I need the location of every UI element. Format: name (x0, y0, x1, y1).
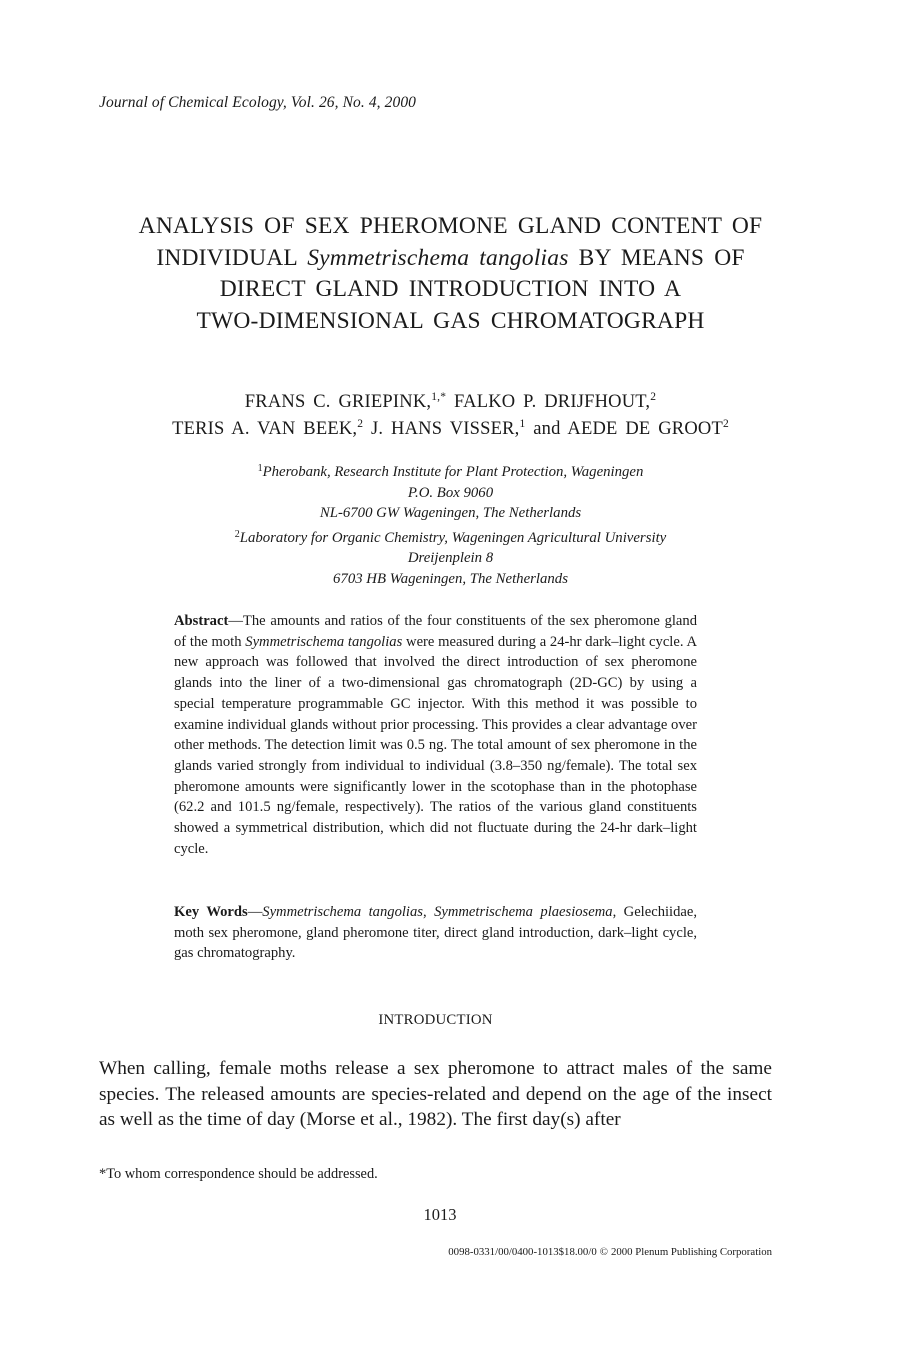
author-name: TERIS A. VAN BEEK, (172, 419, 358, 439)
author-affiliation-mark: 2 (722, 418, 729, 430)
abstract-species: Symmetrischema tangolias (245, 633, 403, 650)
key-words-species-1: Symmetrischema tangolias (262, 904, 423, 920)
body-paragraph: When calling, female moths release a sex pheromone to attract males of the same species. The released amounts are species-related and depend on the age of the insect as well as the time of day (Morse et al., 1982). The first day(s) after (99, 1058, 772, 1131)
author-affiliation-mark: 1 (519, 418, 526, 430)
abstract (174, 611, 697, 859)
author-line-1 (60, 389, 841, 416)
affiliations (60, 462, 841, 589)
affiliation-number: 2 (234, 528, 240, 540)
key-words-dash: — (247, 904, 263, 920)
author-line-2 (60, 416, 841, 443)
footnote: *To whom correspondence should be addressed. (99, 1166, 378, 1182)
author-name: AEDE DE GROOT (567, 419, 723, 439)
affiliation-1-line-1 (60, 462, 841, 483)
affiliation-1-line-3: NL-6700 GW Wageningen, The Netherlands (319, 505, 582, 521)
author-name: FALKO P. DRIJFHOUT, (454, 392, 651, 412)
author-list (60, 389, 841, 443)
author-affiliation-mark: 2 (357, 418, 364, 430)
copyright-text: 2000 Plenum Publishing Corporation (610, 1246, 772, 1258)
affiliation-text: Laboratory for Organic Chemistry, Wageningen Agricultural University (239, 529, 667, 546)
copyright-line (448, 1246, 772, 1258)
page-number: 1013 (423, 1205, 457, 1224)
affiliation-number: 1 (257, 463, 263, 474)
affiliation-2-line-1 (60, 528, 841, 549)
author-affiliation-mark: 2 (650, 391, 657, 403)
key-words-rest: , Gelechiidae, moth sex pheromone, gland pheromone titer, direct gland introduction, dark–light cycle, gas chromatography. (174, 904, 697, 961)
copyright-code: 0098-0331/00/0400-1013$18.00/0 (448, 1246, 597, 1258)
key-words-label: Key Words (174, 904, 248, 920)
affiliation-2-line-2: Dreijenplein 8 (407, 550, 494, 566)
article-title (60, 211, 841, 337)
title-line-4: TWO-DIMENSIONAL GAS CHROMATOGRAPH (196, 307, 705, 334)
title-species: Symmetrischema tangolias (307, 244, 569, 271)
title-line-3: DIRECT GLAND INTRODUCTION INTO A (219, 276, 682, 302)
abstract-text-post: were measured during a 24-hr dark–light cycle. A new approach was followed that involved the direct introduction of sex pheromone glands into the liner of a two-dimensional gas chromatograph (2D-GC) by using a special temperature programmable GC injector. With this method it was possible to examine individual glands without prior processing. This provides a clear advantage over other methods. The detection limit was 0.5 ng. The total amount of sex pheromone in the glands varied strongly from individual to individual (3.8–350 ng/female). The total sex pheromone amounts were significantly lower in the scotophase than in the photophase (62.2 and 101.5 ng/female, respectively). The ratios of the various gland constituents showed a symmetrical distribution, which did not fluctuate during the 24-hr dark–light cycle. (174, 633, 697, 857)
author-affiliation-mark: 1,* (431, 391, 447, 403)
affiliation-1-line-2: P.O. Box 9060 (407, 484, 494, 501)
title-line-2-pre: INDIVIDUAL (156, 244, 298, 271)
author-conjunction: and (533, 419, 561, 439)
affiliation-text: Pherobank, Research Institute for Plant Protection, Wageningen (262, 464, 644, 480)
journal-citation: Journal of Chemical Ecology, Vol. 26, No. 4, 2000 (99, 94, 417, 111)
title-line-2-post: BY MEANS OF (578, 244, 745, 271)
abstract-text-pre: —The amounts and ratios of the four constituents of the sex pheromone gland of the moth (174, 613, 697, 650)
author-name: FRANS C. GRIEPINK, (244, 392, 432, 412)
title-line-2 (60, 243, 841, 275)
key-words-separator: , (422, 904, 435, 920)
affiliation-2-line-3: 6703 HB Wageningen, The Netherlands (333, 570, 568, 587)
author-name: J. HANS VISSER, (371, 419, 520, 439)
copyright-icon: © (599, 1246, 608, 1258)
key-words-species-2: Symmetrischema plaesiosema (434, 904, 613, 920)
key-words (174, 902, 697, 964)
abstract-label: Abstract (174, 613, 229, 629)
title-line-1: ANALYSIS OF SEX PHEROMONE GLAND CONTENT OF (138, 213, 763, 239)
section-heading: INTRODUCTION (378, 1012, 493, 1028)
